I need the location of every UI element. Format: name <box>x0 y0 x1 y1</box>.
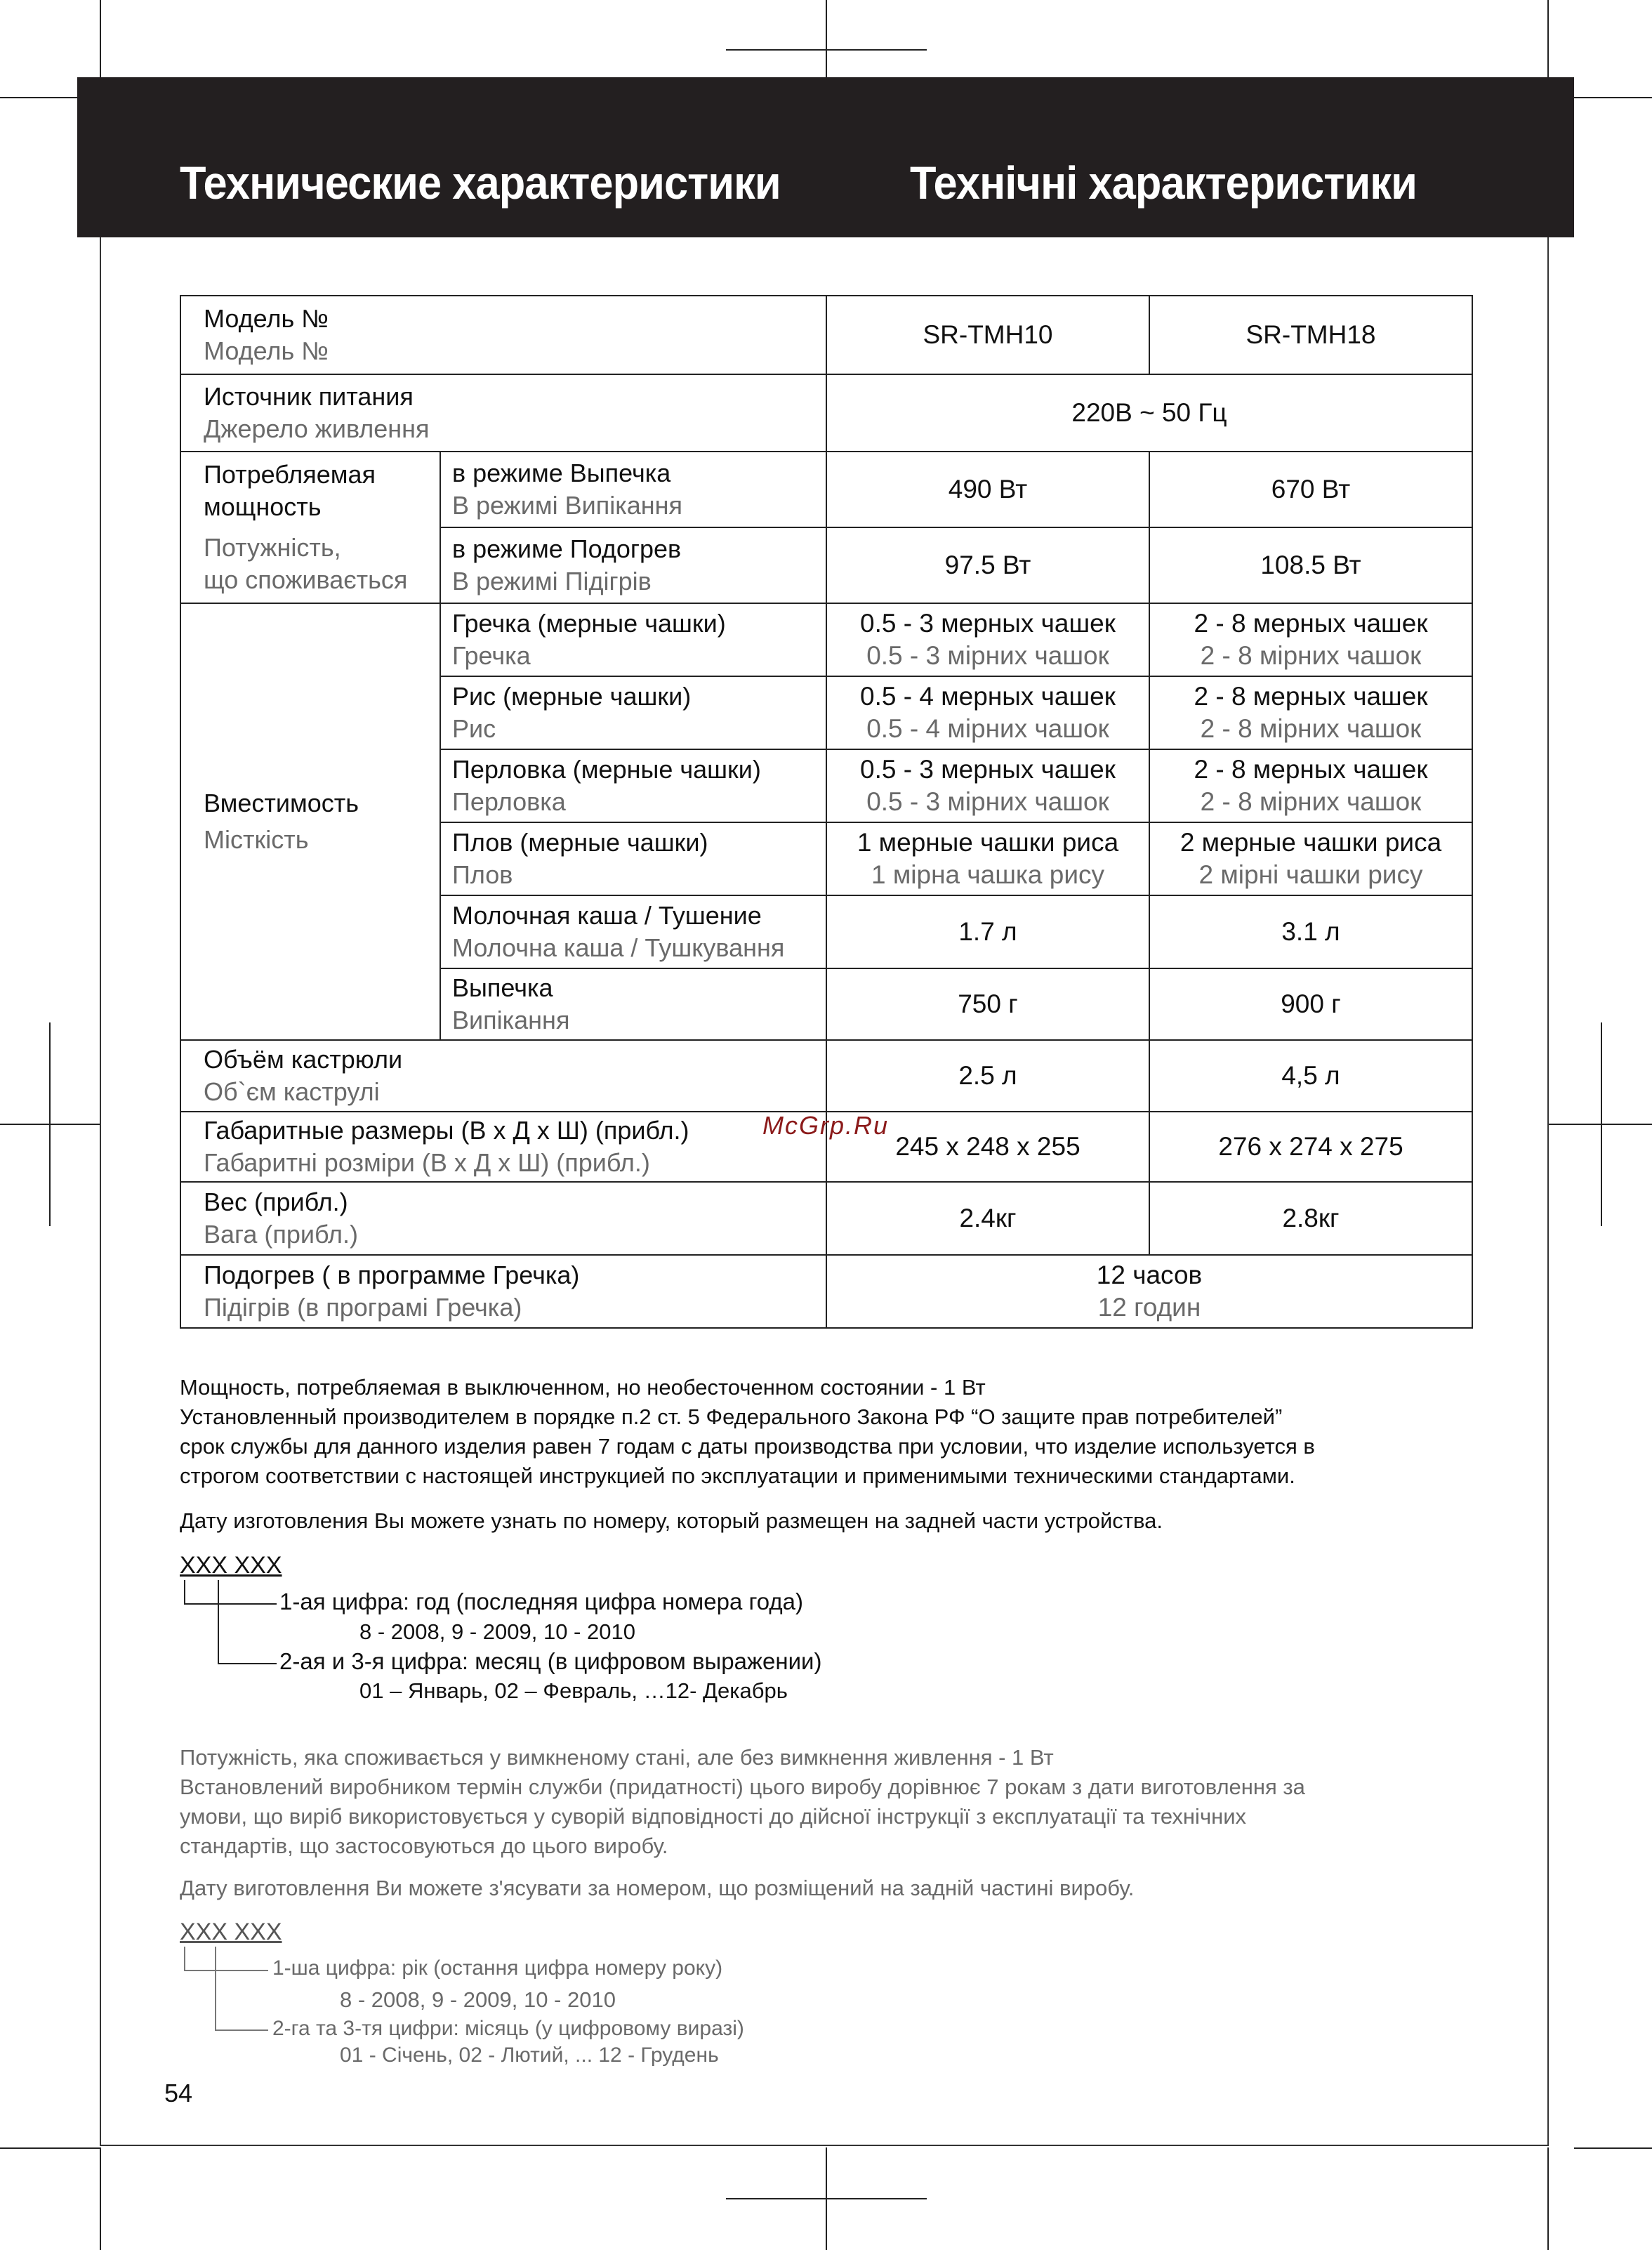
value-ru: 2 - 8 мерных чашек <box>1194 682 1428 711</box>
value-cell: 4,5 л <box>1149 1040 1472 1112</box>
label-ru: Гречка (мерные чашки) <box>452 609 726 638</box>
label-ru: Модель № <box>204 304 329 333</box>
page-header <box>77 77 1574 237</box>
crop-mark <box>726 49 927 51</box>
value-cell: 97.5 Вт <box>826 527 1149 603</box>
table-row <box>180 374 1472 452</box>
label-ua: Плов <box>452 860 513 889</box>
value-ua: 2 мірні чашки рису <box>1198 860 1423 889</box>
crop-mark <box>726 2198 927 2199</box>
label-ru: Плов (мерные чашки) <box>452 828 708 857</box>
label-ua: що споживається <box>204 565 408 594</box>
label-ua: Молочна каша / Тушкування <box>452 933 785 962</box>
model-col1: SR-TMH10 <box>826 296 1149 374</box>
label-ru: Вес (прибл.) <box>204 1188 348 1216</box>
header-title-ua: Технічні характеристики <box>910 157 1417 209</box>
label-ua: Об`єм каструлі <box>204 1077 380 1106</box>
code-ru-digit23: 2-ая и 3-я цифра: месяц (в цифровом выражении) <box>279 1648 822 1674</box>
spec-sublabel <box>440 822 826 895</box>
crop-mark <box>0 1124 100 1125</box>
note-ru-line: срок службы для данного изделия равен 7 годам с даты производства при условии, что изделие используется в <box>180 1434 1315 1459</box>
table-row <box>180 296 1472 374</box>
value-cell <box>1149 603 1472 676</box>
value-ru: 2 - 8 мерных чашек <box>1194 609 1428 638</box>
page-frame-left <box>100 237 101 2146</box>
value-ru: 2 - 8 мерных чашек <box>1194 755 1428 784</box>
value-ru: 2 мерные чашки риса <box>1179 828 1442 857</box>
page-number: 54 <box>164 2079 193 2107</box>
value-ru: 12 часов <box>1096 1261 1203 1289</box>
code-ru-digit1: 1-ая цифра: год (последняя цифра номера года) <box>279 1588 803 1614</box>
label-ua: Випікання <box>452 1006 570 1034</box>
header-title-ru: Технические характеристики <box>180 157 781 209</box>
code-ua-digit1: 1-ша цифра: рік (остання цифра номеру року) <box>272 1956 723 1980</box>
label-ua: Потужність, <box>204 533 341 562</box>
code-tree-line <box>215 1947 216 2031</box>
label-ua: Підігрів (в програмі Гречка) <box>204 1293 522 1322</box>
table-row <box>180 1040 1472 1112</box>
value-cell: 3.1 л <box>1149 895 1472 968</box>
value-ru: 0.5 - 4 мерных чашек <box>860 682 1116 711</box>
label-ru: Объём кастрюли <box>204 1045 403 1074</box>
spec-label <box>180 1255 826 1328</box>
crop-mark <box>100 2147 101 2250</box>
label-ru: в режиме Выпечка <box>452 459 671 487</box>
value-ua: 2 - 8 мірних чашок <box>1200 787 1422 816</box>
label-ua: В режимі Випікання <box>452 491 683 520</box>
code-ru: XXX XXX <box>180 1552 282 1579</box>
label-ru: Перловка (мерные чашки) <box>452 755 761 784</box>
spec-sublabel <box>440 895 826 968</box>
page-frame-right <box>1547 237 1549 2146</box>
value-cell <box>1149 749 1472 822</box>
value-cell: 2.4кг <box>826 1182 1149 1255</box>
value-cell: 670 Вт <box>1149 452 1472 527</box>
value-cell: 2.5 л <box>826 1040 1149 1112</box>
code-ua-digit1-example: 8 - 2008, 9 - 2009, 10 - 2010 <box>340 1987 616 2012</box>
label-ua: Рис <box>452 714 496 743</box>
crop-mark <box>0 2147 100 2149</box>
note-ua-line: умови, що виріб використовується у суворій відповідності до дійсної інструкції з експлуатації та технічних <box>180 1804 1247 1829</box>
value-ua: 0.5 - 3 мірних чашок <box>866 787 1109 816</box>
spec-sublabel <box>440 749 826 822</box>
value-cell <box>1149 676 1472 749</box>
crop-mark <box>1574 2147 1652 2149</box>
page-frame-bottom <box>100 2145 1549 2146</box>
value-ru: 1 мерные чашки риса <box>857 828 1119 857</box>
label-ru: Выпечка <box>452 973 553 1002</box>
code-ua-digit23: 2-га та 3-тя цифри: місяць (у цифровому виразі) <box>272 2017 744 2040</box>
power-source-value: 220В ~ 50 Гц <box>826 374 1472 452</box>
code-ru-digit23-example: 01 – Январь, 02 – Февраль, …12- Декабрь <box>359 1678 788 1703</box>
value-ua: 2 - 8 мірних чашок <box>1200 641 1422 670</box>
table-row <box>180 1255 1472 1328</box>
code-tree-line <box>184 1580 185 1604</box>
value-ru: 0.5 - 3 мерных чашек <box>860 755 1116 784</box>
note-ru-line: Установленный производителем в порядке п.2 ст. 5 Федерального Закона РФ “О защите прав потребителей” <box>180 1404 1283 1429</box>
code-ua-digit23-example: 01 - Січень, 02 - Лютий, ... 12 - Грудень <box>340 2044 719 2067</box>
code-tree-line <box>218 1580 219 1664</box>
value-cell <box>826 603 1149 676</box>
label-ru: мощность <box>204 492 322 521</box>
table-row <box>180 1182 1472 1255</box>
value-cell: 245 x 248 x 255 <box>826 1112 1149 1182</box>
label-ua: Вага (прибл.) <box>204 1220 359 1249</box>
label-ua: В режимі Підігрів <box>452 567 652 596</box>
watermark-text: McGrp.Ru <box>762 1111 890 1140</box>
spec-label <box>180 296 826 374</box>
code-ua: XXX XXX <box>180 1919 282 1945</box>
label-ru: Габаритные размеры (В x Д x Ш) (прибл.) <box>204 1116 689 1145</box>
note-ua-date: Дату виготовлення Ви можете з'ясувати за номером, що розміщений на задній частині виробу. <box>180 1876 1135 1900</box>
table-row <box>180 603 1472 676</box>
spec-label <box>180 603 440 1040</box>
model-col2: SR-TMH18 <box>1149 296 1472 374</box>
label-ua: Габаритні розміри (В x Д x Ш) (прибл.) <box>204 1148 650 1177</box>
code-tree-line <box>184 1603 277 1605</box>
value-cell: 1.7 л <box>826 895 1149 968</box>
spec-label <box>180 1040 826 1112</box>
value-ua: 2 - 8 мірних чашок <box>1200 714 1422 743</box>
label-ru: Молочная каша / Тушение <box>452 901 762 930</box>
value-cell <box>826 1255 1472 1328</box>
spec-label <box>180 1182 826 1255</box>
note-ru-line: строгом соответствии с настоящей инструкцией по эксплуатации и применимыми техническими стандартами. <box>180 1463 1295 1488</box>
note-ua-line: стандартів, що застосовуються до цього виробу. <box>180 1834 668 1858</box>
code-tree-line <box>218 1663 277 1664</box>
note-ua-line: Встановлений виробником термін служби (придатності) цього виробу дорівнює 7 рокам з дати виготовлення за <box>180 1775 1305 1799</box>
label-ru: в режиме Подогрев <box>452 534 682 563</box>
spec-sublabel <box>440 452 826 527</box>
value-cell <box>826 822 1149 895</box>
spec-table <box>180 295 1473 1329</box>
value-cell: 490 Вт <box>826 452 1149 527</box>
label-ru: Рис (мерные чашки) <box>452 682 692 711</box>
code-ru-digit1-example: 8 - 2008, 9 - 2009, 10 - 2010 <box>359 1619 635 1644</box>
label-ru: Источник питания <box>204 382 414 411</box>
value-ru: 0.5 - 3 мерных чашек <box>860 609 1116 638</box>
note-ua-line: Потужність, яка споживається у вимкненому стані, але без вимкнення живлення - 1 Вт <box>180 1745 1054 1770</box>
label-ua: Джерело живлення <box>204 414 430 443</box>
value-cell: 108.5 Вт <box>1149 527 1472 603</box>
table-row <box>180 452 1472 527</box>
label-ua: Перловка <box>452 787 566 816</box>
value-cell <box>1149 822 1472 895</box>
spec-label <box>180 1112 826 1182</box>
crop-mark <box>1549 1124 1652 1125</box>
label-ru: Потребляемая <box>204 460 376 489</box>
spec-sublabel <box>440 676 826 749</box>
code-tree-line <box>184 1970 268 1971</box>
value-ua: 1 мірна чашка рису <box>871 860 1105 889</box>
value-cell: 750 г <box>826 968 1149 1040</box>
label-ru: Вместимость <box>204 789 359 817</box>
crop-mark <box>1574 97 1652 98</box>
code-tree-line <box>184 1947 185 1971</box>
spec-sublabel <box>440 968 826 1040</box>
value-cell <box>826 676 1149 749</box>
note-ru-line: Мощность, потребляемая в выключенном, но необесточенном состоянии - 1 Вт <box>180 1375 986 1400</box>
code-tree-line <box>215 2029 268 2031</box>
value-ua: 12 годин <box>1097 1293 1201 1322</box>
note-ru-date: Дату изготовления Вы можете узнать по номеру, который размещен на задней части устройства. <box>180 1508 1163 1533</box>
value-cell: 2.8кг <box>1149 1182 1472 1255</box>
spec-label <box>180 374 826 452</box>
label-ua: Місткість <box>204 825 309 854</box>
spec-sublabel <box>440 527 826 603</box>
label-ua: Модель № <box>204 336 329 365</box>
value-cell <box>826 749 1149 822</box>
value-cell: 900 г <box>1149 968 1472 1040</box>
spec-sublabel <box>440 603 826 676</box>
value-ua: 0.5 - 3 мірних чашок <box>866 641 1109 670</box>
value-ua: 0.5 - 4 мірних чашок <box>866 714 1109 743</box>
label-ua: Гречка <box>452 641 531 670</box>
label-ru: Подогрев ( в программе Гречка) <box>204 1261 580 1289</box>
crop-mark <box>1547 2147 1549 2250</box>
spec-label <box>180 452 440 603</box>
value-cell: 276 x 274 x 275 <box>1149 1112 1472 1182</box>
